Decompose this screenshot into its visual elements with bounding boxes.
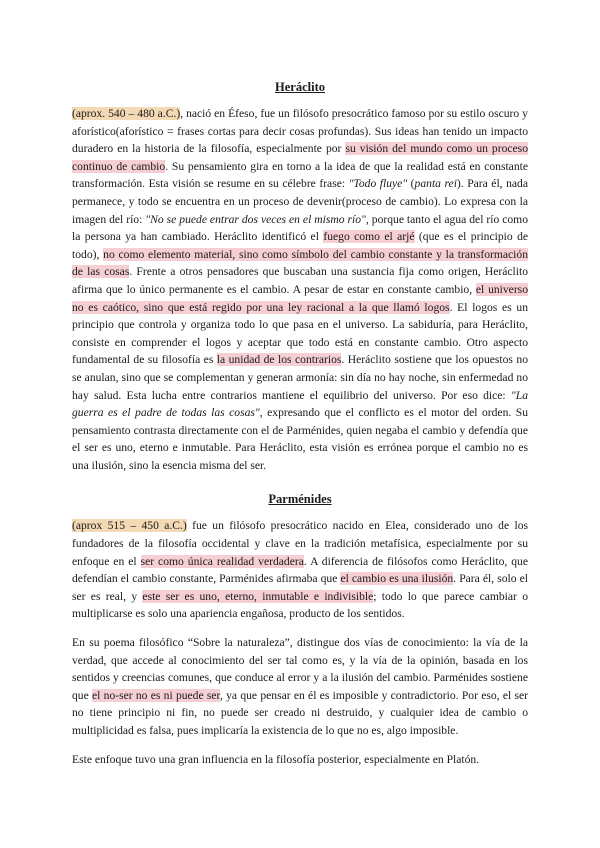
highlighted-text: este ser es uno, eterno, inmutable e indivisible <box>142 589 374 603</box>
highlighted-text: el no-ser no es ni puede ser <box>92 688 220 702</box>
highlighted-text: el cambio es una ilusión <box>340 572 454 586</box>
heraclito-paragraph <box>72 105 528 474</box>
text-run: , ya que pensar en él es imposible y contradictorio. Por eso, el ser no tiene principio ni fin, no puede ser creado ni destruido, y cualquier idea de cambio o multiplicidad es falsa, pues implicaría la existencia de lo que no es, algo imposible. <box>72 688 528 737</box>
text-run: , porque tanto el agua del río como la persona ya han cambiado. Heráclito identificó el <box>72 212 528 244</box>
text-run: . Frente a otros pensadores que buscaban una sustancia fija como origen, Heráclito afirma que lo único permanente es el cambio. A pesar de estar en constante cambio, <box>72 265 528 296</box>
text-run: fue un filósofo presocrático nacido en Elea, considerado uno de los fundadores de la filosofía occidental y clave en la tradición metafísica, especialmente por su enfoque en el <box>72 519 529 568</box>
text-run: ( <box>407 177 415 191</box>
text-run: Este enfoque tuvo una gran influencia en la filosofía posterior, especialmente en Platón. <box>72 752 480 766</box>
highlighted-text: (aprox. 540 – 480 a.C.) <box>72 107 181 120</box>
text-run: . A diferencia de filósofos como Heráclito, que defendían el cambio constante, Parménides afirmaba que <box>72 554 528 586</box>
highlighted-text: fuego como el arjé <box>323 230 415 244</box>
italic-quote: "La guerra es el padre de todas las cosas" <box>72 388 528 420</box>
parmenides-paragraph-2 <box>72 634 528 740</box>
heraclito-heading: Heráclito <box>275 80 325 94</box>
italic-quote: "No se puede entrar dos veces en el mismo río" <box>145 212 366 226</box>
text-run: , nació en Éfeso, fue un filósofo presocrático famoso por su estilo oscuro y aforístico(aforístico = frases cortas para decir cosas profundas). Sus ideas han tenido un impacto duradero en la historia de la filosofía, especialmente por <box>72 107 528 156</box>
text-run: . El logos es un principio que controla y organiza todo lo que pasa en el universo. La sabiduría, para Heráclito, consiste en comprender el logos y aceptar que todo está en constante cambio. Otro aspecto fundamental de su filosofía es <box>72 300 529 367</box>
text-run: ; todo lo que parece cambiar o multiplicarse es solo una apariencia engañosa, producto de los sentidos. <box>72 589 528 621</box>
text-run: . Para él, solo el ser es real, y <box>72 572 528 603</box>
highlighted-text: el universo no es caótico, sino que está regido por una ley racional a la que llamó logos <box>72 282 528 314</box>
text-run: En su poema filosófico “Sobre la naturaleza”, distingue dos vías de conocimiento: la vía de la verdad, que accede al conocimiento del ser tal como es, y la vía de la opinión, basada en los sentidos y creencias comunes, que conduce al error y a la ilusión del cambio. Parménides sostiene que <box>72 636 528 702</box>
parmenides-paragraph-1 <box>72 517 528 623</box>
italic-quote: panta rei <box>414 177 457 191</box>
parmenides-paragraph-3 <box>72 751 528 769</box>
highlighted-text: la unidad de los contrarios <box>216 353 342 367</box>
highlighted-text: (aprox 515 – 450 a.C.) <box>72 519 187 533</box>
parmenides-heading: Parménides <box>268 492 332 507</box>
text-run: ). Para él, nada permanece, y todo se encuentra en un proceso de devenir(proceso de cambio). Lo expresa con la imagen del río: <box>72 177 528 226</box>
highlighted-text: su visión del mundo como un proceso continuo de cambio <box>72 142 528 173</box>
highlighted-text: ser como única realidad verdadera <box>140 554 304 568</box>
text-run: . Su pensamiento gira en torno a la idea de que la realidad está en constante transformación. Esta visión se resume en su célebre frase: <box>72 159 528 191</box>
highlighted-text: no como elemento material, sino como símbolo del cambio constante y la transformación de las cosas <box>72 247 528 279</box>
text-run: (que es el principio de todo), <box>72 230 529 261</box>
text-run: , expresando que el conflicto es el motor del orden. Su pensamiento contrasta directamente con el de Parménides, quien negaba el cambio y defendía que el ser es uno, eterno e inmutable. Para Heráclito, esta visión es errónea porque el cambio no es una ilusión, sino la esencia misma del ser. <box>72 406 528 472</box>
italic-quote: "Todo fluye" <box>348 177 408 191</box>
text-run: . Heráclito sostiene que los opuestos no se anulan, sino que se complementan y generan armonía: sin día no hay noche, sin enfermedad no hay salud. Esta lucha entre contrarios mantiene el equilibrio del universo. Por eso dice: <box>72 353 528 402</box>
